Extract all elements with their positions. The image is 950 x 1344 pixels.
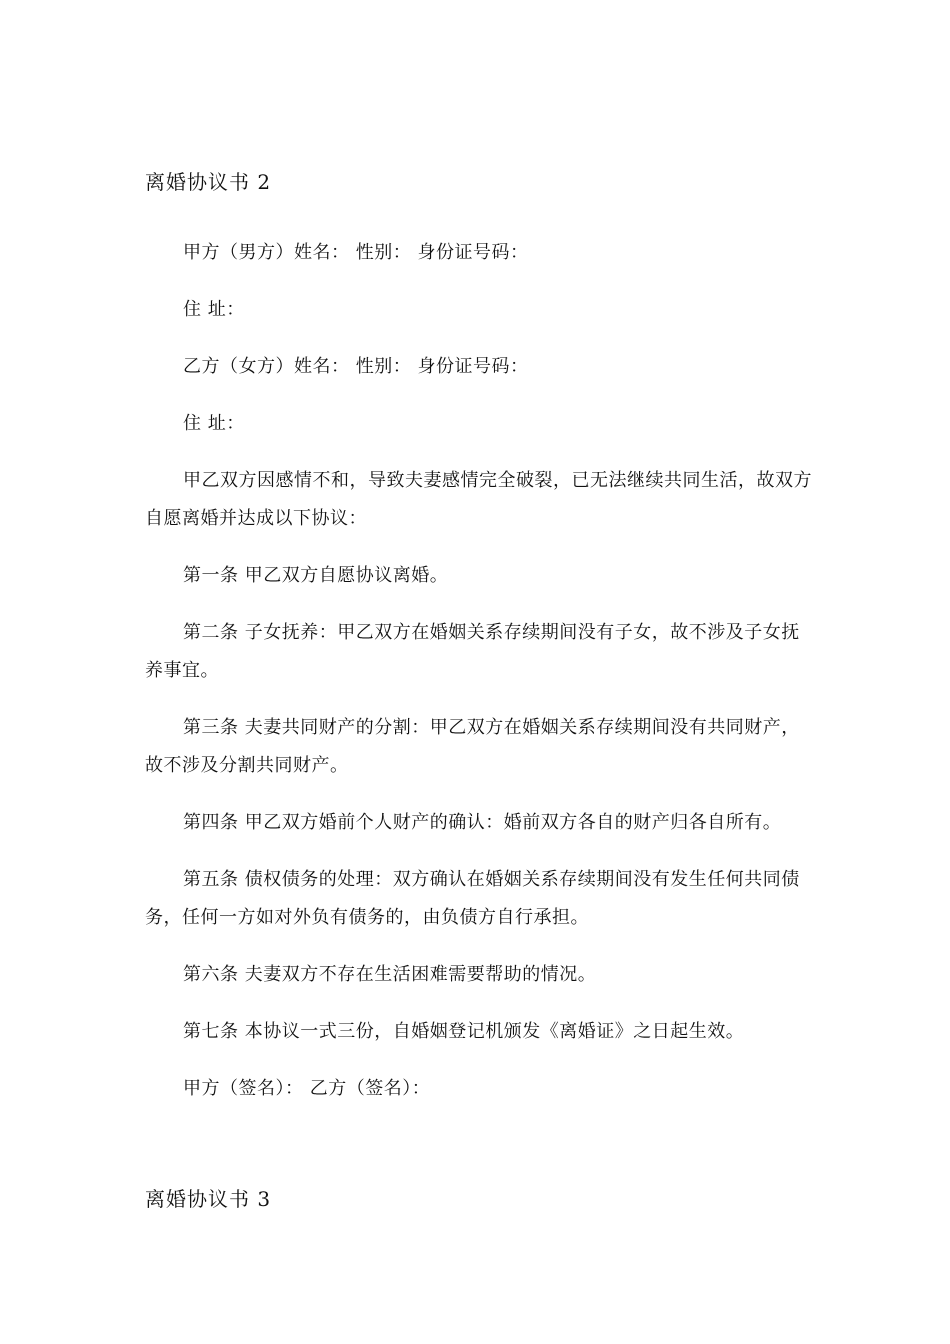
article-6-paragraph: 第六条 夫妻双方不存在生活困难需要帮助的情况。: [183, 964, 597, 985]
article-4-paragraph: 第四条 甲乙双方婚前个人财产的确认：婚前双方各自的财产归各自所有。: [183, 812, 782, 833]
article-7-paragraph: 第七条 本协议一式三份，自婚姻登记机颁发《离婚证》之日起生效。: [183, 1021, 745, 1042]
party-a-address-line: 住 址：: [183, 299, 245, 320]
party-b-info-line: 乙方（女方）姓名： 性别： 身份证号码：: [183, 356, 529, 377]
article-3-paragraph: 第三条 夫妻共同财产的分割：甲乙双方在婚姻关系存续期间没有共同财产，故不涉及分割共同财产。: [145, 717, 800, 776]
section-heading-2: 离婚协议书 2: [145, 170, 272, 194]
article-2-paragraph: 第二条 子女抚养：甲乙双方在婚姻关系存续期间没有子女，故不涉及子女抚养事宜。: [145, 622, 800, 681]
preamble-paragraph: 甲乙双方因感情不和，导致夫妻感情完全破裂，已无法继续共同生活，故双方自愿离婚并达成以下协议：: [145, 470, 812, 529]
signature-line: 甲方（签名）： 乙方（签名）：: [183, 1078, 431, 1099]
article-5-paragraph: 第五条 债权债务的处理：双方确认在婚姻关系存续期间没有发生任何共同债务，任何一方如对外负有债务的，由负债方自行承担。: [145, 869, 800, 928]
party-b-address-line: 住 址：: [183, 413, 245, 434]
article-1-paragraph: 第一条 甲乙双方自愿协议离婚。: [183, 565, 449, 586]
section-heading-3: 离婚协议书 3: [145, 1187, 272, 1211]
party-a-info-line: 甲方（男方）姓名： 性别： 身份证号码：: [183, 242, 529, 263]
